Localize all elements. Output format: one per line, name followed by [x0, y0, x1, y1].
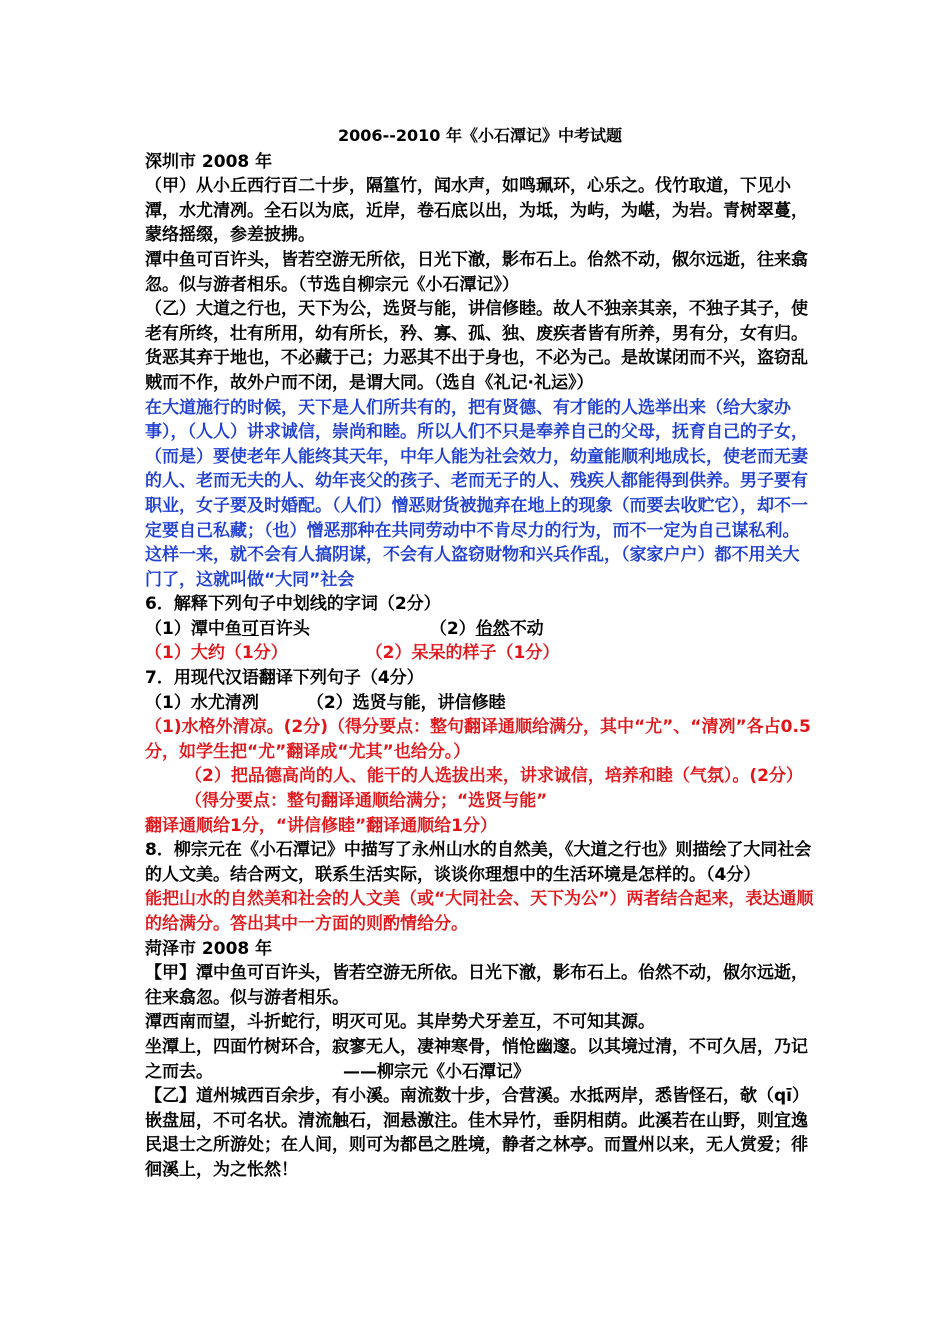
heze-passage-jia-paragraph-3 — [145, 1035, 815, 1084]
question-6-item-2-suffix: 不动 — [509, 618, 544, 639]
question-7-item-1: （1）水尤清冽 — [145, 692, 259, 713]
heze-passage-jia-source: ——柳宗元《小石潭记》 — [343, 1061, 530, 1082]
question-6: 6．解释下列句子中划线的字词（2分） — [145, 594, 441, 615]
question-8: 8．柳宗元在《小石潭记》中描写了永州山水的自然美，《大道之行也》则描绘了大同社会的人文美。结合两文，联系生活实际，谈谈你理想中的生活环境是怎样的。（4分） — [145, 840, 812, 885]
page-title: 2006--2010 年《小石潭记》中考试题 — [338, 126, 622, 145]
question-7-answer-1: （1)水格外清凉。(2分)（得分要点：整句翻译通顺给满分，其中“尤”、“清冽”各占0.5分，如学生把“尤”翻译成“尤其”也给分。） — [145, 717, 811, 762]
question-6-item-1-suffix: 百许头 — [258, 618, 310, 639]
question-6-answer-1: （1）大约（1分） — [145, 643, 288, 664]
question-6-item-1-prefix: （1）潭中鱼 — [145, 618, 242, 639]
question-8-answer: 能把山水的自然美和社会的人文美（或“大同社会、天下为公”）两者结合起来，表达通顺的给满分。答出其中一方面的则酌情给分。 — [145, 889, 814, 934]
heze-passage-yi: 【乙】道州城西百余步，有小溪。南流数十步，合营溪。水抵两岸，悉皆怪石，欹（qī）嵌盘屈，不可名状。清流触石，洄悬激注。佳木异竹，垂阴相荫。此溪若在山野，则宜逸民退士之所游处；在人间，则可为都邑之胜境，静者之林亭。而置州以来，无人赏爱；徘徊溪上，为之怅然！ — [145, 1086, 809, 1180]
section-heading-heze: 菏泽市 2008 年 — [145, 938, 273, 959]
passage-yi: （乙）大道之行也，天下为公，选贤与能，讲信修睦。故人不独亲其亲，不独子其子，使老有所终，壮有所用，幼有所长，矜、寡、孤、独、废疾者皆有所养，男有分，女有归。货恶其弃于地也，不必藏于己；力恶其不出于身也，不必为己。是故谋闭而不兴，盗窃乱贼而不作，故外户而不闭，是谓大同。（选自《礼记·礼运》） — [145, 299, 808, 393]
question-6-answer-2: （2）呆呆的样子（1分） — [365, 643, 560, 664]
question-6-item-1-underlined: 可 — [241, 618, 259, 639]
question-6-items — [145, 617, 815, 642]
question-7: 7．用现代汉语翻译下列句子（4分） — [145, 668, 424, 689]
question-6-answer — [145, 641, 815, 666]
question-7-item-2: （2）选贤与能，讲信修睦 — [306, 692, 506, 713]
question-7-answer-3: 翻译通顺给1分，“讲信修睦”翻译通顺给1分） — [145, 815, 498, 836]
document-body — [145, 124, 815, 1183]
section-heading-shenzhen: 深圳市 2008 年 — [145, 151, 273, 172]
question-7-items — [145, 691, 815, 716]
heze-passage-jia-paragraph-2: 潭西南而望，斗折蛇行，明灭可见。其岸势犬牙差互，不可知其源。 — [145, 1012, 655, 1033]
question-6-item-2-prefix: （2） — [429, 618, 476, 639]
heze-passage-jia-paragraph-3-text: 坐潭上，四面竹树环合，寂寥无人，凄神寒骨，悄怆幽邃。以其境过清，不可久居，乃记之而去。 — [145, 1036, 808, 1082]
question-7-answer-2: （2）把品德高尚的人、能干的人选拔出来，讲求诚信，培养和睦（气氛）。(2分）（得分要点：整句翻译通顺给满分；“选贤与能” — [185, 766, 803, 812]
passage-jia-paragraph-1: （甲）从小丘西行百二十步，隔篁竹，闻水声，如鸣珮环，心乐之。伐竹取道，下见小潭，水尤清冽。全石以为底，近岸，卷石底以出，为坻，为屿，为嵁，为岩。青树翠蔓，蒙络摇缀，参差披拂。 — [145, 176, 808, 246]
question-6-item-2-underlined: 佁然 — [475, 618, 510, 639]
passage-jia-paragraph-2: 潭中鱼可百许头，皆若空游无所依，日光下澈，影布石上。佁然不动，俶尔远逝，往来翕忽。似与游者相乐。（节选自柳宗元《小石潭记》） — [145, 249, 808, 295]
heze-passage-jia-paragraph-1: 【甲】潭中鱼可百许头，皆若空游无所依。日光下澈，影布石上。佁然不动，俶尔远逝，往来翕忽。似与游者相乐。 — [145, 963, 808, 1008]
passage-yi-translation: 在大道施行的时候，天下是人们所共有的，把有贤德、有才能的人选举出来（给大家办事），（人人）讲求诚信，崇尚和睦。所以人们不只是奉养自己的父母，抚育自己的子女，（而是）要使老年人能终其天年，中年人能为社会效力，幼童能顺利地成长，使老而无妻的人、老而无夫的人、幼年丧父的孩子、老而无子的人、残疾人都能得到供养。男子要有职业，女子要及时婚配。（人们）憎恶财货被抛弃在地上的现象（而要去收贮它），却不一定要自己私藏；（也）憎恶那种在共同劳动中不肯尽力的行为，而不一定为自己谋私利。这样一来，就不会有人搞阴谋，不会有人盗窃财物和兴兵作乱，（家家户户）都不用关大门了，这就叫做“大同”社会 — [145, 397, 808, 590]
